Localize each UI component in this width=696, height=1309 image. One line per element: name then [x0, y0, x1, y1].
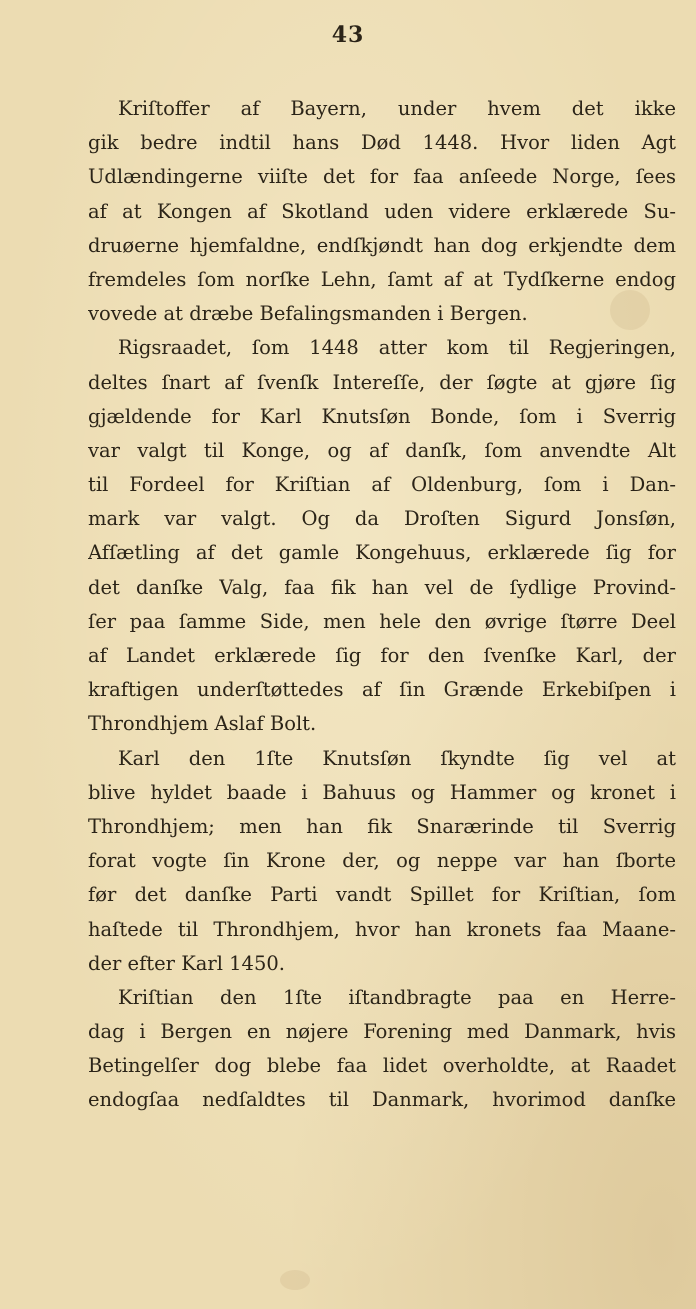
- text-line: Karl den 1ſte Knutsſøn ſkyndte ſig vel at: [118, 746, 676, 770]
- text-line: Betingelſer dog blebe faa lidet overholdte, at Raadet: [88, 1054, 676, 1078]
- text-line: blive hyldet baade i Bahuus og Hammer og kronet i: [88, 780, 676, 804]
- text-line: Udlændingerne viiſte det for faa anſeede Norge, ſees: [88, 165, 676, 189]
- text-line: gjældende for Karl Knutsſøn Bonde, ſom i Sverrig: [88, 404, 676, 428]
- paper-stain: [280, 1270, 310, 1290]
- text-line: ſer paa ſamme Side, men hele den øvrige ſtørre Deel: [88, 609, 676, 633]
- text-line: fremdeles ſom norſke Lehn, ſamt af at Tydſkerne endog: [88, 267, 676, 291]
- text-line: forat vogte ſin Krone der, og neppe var han ſborte: [88, 849, 676, 873]
- text-line: var valgt til Konge, og af danſk, ſom anvendte Alt: [88, 438, 676, 462]
- text-line: Rigsraadet, ſom 1448 atter kom til Regjeringen,: [118, 336, 676, 360]
- text-line: til Fordeel for Kriſtian af Oldenburg, ſom i Dan-: [88, 473, 676, 497]
- text-line: haſtede til Throndhjem, hvor han kronets faa Maane-: [88, 917, 676, 941]
- page-number: 43: [331, 22, 365, 48]
- body-text: [88, 92, 676, 1118]
- text-line: vovede at dræbe Befalingsmanden i Bergen.: [88, 302, 528, 326]
- text-line: druøerne hjemfaldne, endſkjøndt han dog erkjendte dem: [88, 233, 676, 257]
- text-line: Throndhjem; men han fik Snarærinde til Sverrig: [88, 814, 676, 838]
- text-line: af Landet erklærede ſig for den ſvenſke Karl, der: [88, 644, 676, 667]
- text-line: gik bedre indtil hans Død 1448. Hvor liden Agt: [88, 131, 676, 155]
- text-line: dag i Bergen en nøjere Forening med Danmark, hvis: [88, 1020, 676, 1044]
- text-line: mark var valgt. Og da Droſten Sigurd Jonsſøn,: [88, 507, 676, 531]
- text-line: der efter Karl 1450.: [88, 951, 285, 975]
- text-line: det danſke Valg, faa fik han vel de ſydlige Provind-: [88, 575, 676, 599]
- text-line: Kriſtoffer af Bayern, under hvem det ikke: [118, 97, 676, 120]
- text-line: deltes ſnart af ſvenſk Intereſſe, der ſøgte at gjøre ſig: [88, 370, 676, 394]
- text-line: endogſaa nedſaldtes til Danmark, hvorimod danſke: [88, 1088, 676, 1112]
- text-line: Kriſtian den 1ſte iſtandbragte paa en Herre-: [118, 985, 676, 1009]
- text-line: Afſætling af det gamle Kongehuus, erklærede ſig for: [88, 541, 676, 565]
- text-line: Throndhjem Aslaf Bolt.: [88, 712, 317, 736]
- text-line: før det danſke Parti vandt Spillet for Kriſtian, ſom: [88, 883, 676, 907]
- text-line: kraftigen underſtøttedes af ſin Grænde Erkebiſpen i: [88, 678, 676, 702]
- text-line: af at Kongen af Skotland uden videre erklærede Su-: [88, 199, 676, 223]
